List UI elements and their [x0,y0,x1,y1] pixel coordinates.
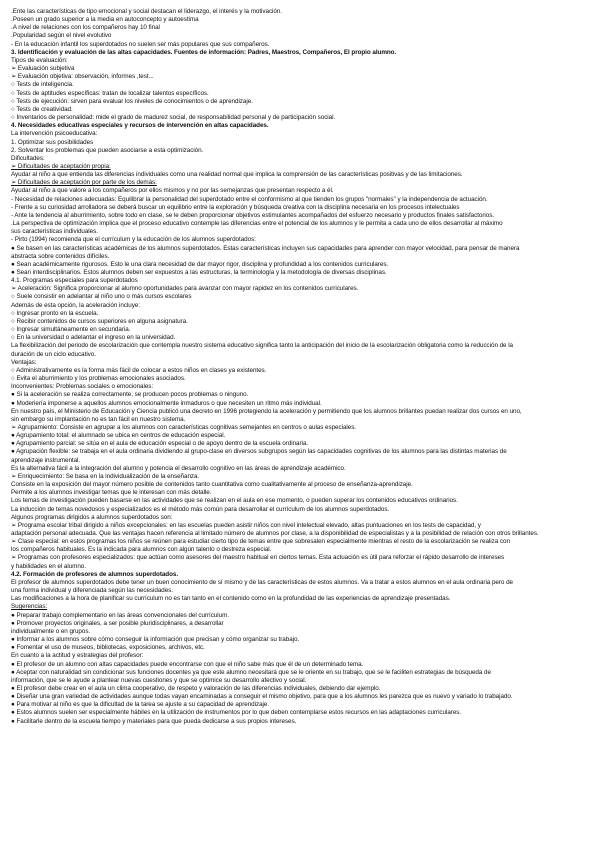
text-line: ● Para motivar al niño es que la dificultad de la tarea se ajuste a su capacidad de aprendizaje. [11,701,270,709]
text-line: ○ Ingresar pronto en la escuela. [11,309,99,317]
text-line: - Necesidad de relaciones adecuadas: Equilibrar la personalidad del superdotado entre el conformismo al que tienden los grupos "normales" y la independencia de actuación. [11,195,488,203]
text-line: ● Informar a los alumnos sobre cómo conseguir la información que precisan y cómo organizar su trabajo. [11,636,300,644]
text-line: individualmente o en grupos. [11,627,91,635]
text-line: .Popularidad según el nivel evolutivo [11,32,112,40]
text-line: adaptación personal adecuada. Que las ventajas hacen referencia al limitado número de alumnos por clase, a la disponibilidad de especialistas y a la posibilidad de relación con otros brillantes. [11,530,539,537]
text-line: sin embargo su implantación no es tan fácil en nuestro sistema. [11,415,186,423]
text-line: ○ Evita el aburrimiento y los problemas emocionales asociados. [11,375,186,383]
text-line: duración de un ciclo educativo. [11,350,96,358]
text-line: ● Fomentar el uso de museos, bibliotecas, exposiciones, archivos, etc. [11,644,205,652]
text-line: 4.2. Formación de profesores de alumnos superdotados. [11,570,179,578]
text-line: Algunos programas dirigidos a alumnos superdotados son: [11,513,173,521]
text-line: Las modificaciones a la hora de planificar su currículum no es tan tanto en el contenido como en la profundidad de las experiencias de aprendizaje presentadas. [11,595,451,603]
text-line: ○ En la universidad o adelantar el ingreso en la universidad. [11,334,176,342]
text-line: El profesor de alumnos superdotados debe tener un buen conocimiento de sí mismo y de las características de estos alumnos. Va a tratar a estos alumnos en el aula ordinaria pero de [11,578,513,586]
text-line: ● Agrupamiento parcial: se sitúa en el aula de educación especial o de apoyo dentro de la escuela ordinaria. [11,440,309,448]
text-line: ➢ Programa escolar tribal dirigido a niños excepcionales: en las escuelas pueden asistir niños con nivel intelectual elevado, altas puntuaciones en los tests de capacidad, y [11,521,481,529]
text-line: ● Moderiería imponerse a aquellos alumnos emocionalmente inmaduros o que necesiten un ritmo más individual. [11,399,322,407]
text-line: información, que se le ayude a plantear nuevas cuestiones y que se optimice su desarrollo afectivo y social. [11,676,307,684]
text-line: ● Preparar trabajo complementario en las áreas convencionales del currículum. [11,611,230,619]
text-line: ● Estos alumnos suelen ser especialmente hábiles en la utilización de instrumentos por lo que deben contemplarse estos recursos en las adaptaciones curriculares. [11,709,462,717]
text-line: ○ Tests de creatividad. [11,105,73,113]
text-line: 4. Necesidades educativas especiales y recursos de intervención en altas capacidades. [11,122,269,130]
text-line: Tipos de evaluación: [11,56,68,64]
text-line: .La perspectiva de optimización implica que el proceso educativo contemple las diferencias entre el potencial de los alumnos y le permita a cada uno de ellos desarrollar al máximo [11,220,503,228]
text-line: ➢ Evaluación subjetiva [11,65,75,73]
text-line: ● Si la aceleración se realiza correctamente, se producen pocos problemas o ninguno. [11,391,249,399]
text-line: - En la educación infantil los superdotados no suelen ser más populares que sus compañeros. [11,40,270,48]
text-line: Es la alternativa fácil a la integración del alumno y potencia el desarrollo cognitivo en las áreas de aprendizaje académico. [11,464,346,472]
text-line: - Pirto (1994) recomienda que el currículum y la educación de los alumnos superdotados: [11,236,256,244]
text-line: ➢ Clase especial: en estos programas los niños se reúnen para estudiar cierto tipo de temas entre que sobresalen especialmente mientras el resto de la escolarización se realiza con [11,538,510,546]
text-line: ● Aceptar con naturalidad sin condicionar sus funciones docentes ya que este alumno necesitará que se le oriente en su trabajo, que se le faciliten estrategias de búsqueda de [11,668,491,676]
text-line: ● El profesor de un alumno con altas capacidades puede encontrarse con que el niño sabe más que él de un determinado tema. [11,660,364,668]
text-line: .Ente las características de tipo emocional y social destacan el liderazgo, el interés y la motivación. [11,8,283,15]
text-line: Dificultades: [11,154,45,162]
text-line: 1. Optimizar sus posibilidades [11,138,94,146]
text-line: sus características individuales. [11,228,98,236]
text-line: abstracta sobre contenidos difíciles. [11,252,110,260]
text-line: ○ Suele consistir en adelantar al niño uno o más cursos escolares [11,293,192,301]
text-line: La flexibilización del periodo de escolarización que contempla nuestro sistema educativo significa tanto la anticipación del inicio de la escolarización obligatoria como la reducción de la [11,342,513,350]
text-line: ○ Ingresar simultáneamente en secundaria. [11,326,131,334]
text-line: ➢ Enriquecimiento: Se basa en la individualización de la enseñanza. [11,472,200,480]
text-line: Ventajas: [11,358,37,366]
text-line: aprendizaje instrumental. [11,456,81,464]
text-line: ● El profesor debe crear en el aula un clima cooperativo, de respeto y valoración de las diferencias individuales, debiendo dar ejemplo. [11,684,381,692]
text-line: ● Sean académicamente rigurosos. Esto le una clara necesidad de dar mayor rigor, disciplina y profundidad a los contenidos curriculares. [11,260,389,268]
text-line: Los temas de investigación pueden basarse en las actividades que se realizan en el aula en ese momento, o pueden superar los contenidos educativos ordinarios. [11,497,458,505]
text-line: - Ante la tendencia al aburrimiento, sobre todo en clase, se le deben proporcionar objetivos estimulantes acompañados del esfuerzo necesario y productos finales satisfactorios. [11,211,494,219]
text-line: 4.1. Programas especiales para superdotados [11,277,138,285]
text-line: .Poseen un grado superior a la media en autoconcepto y autoestima [11,16,199,24]
text-line: 2. Solventar los problemas que pueden asociarse a esta optimización. [11,146,204,154]
text-line: ➢ Dificultades de aceptación por parte de los demás: [11,179,157,187]
text-line: 3. Identificación y evaluación de las altas capacidades. Fuentes de información: Padres, Maestros, Compañeros, El propio alumno. [11,48,397,56]
text-line: ● Agrupación flexible: se trabaja en el aula ordinaria dividiendo al grupo-clase en diversos subgrupos según las capacidades cognitivas de los alumnos para las distintas materias de [11,448,507,456]
text-line: Además de esta opción, la aceleración incluye: [11,301,140,309]
text-line: ○ Tests de ejecución: sirven para evaluar los niveles de conocimientos o de aprendizaje. [11,97,253,105]
text-line: ○ Inventarios de personalidad: mide el grado de madurez social, de responsabilidad personal y de participación social. [11,114,336,122]
text-line: La inducción de temas novedosos y especializados es el método más común para desarrollar el currículum de los alumnos superdotados. [11,505,390,513]
text-line: ● Agrupamiento total: el alumnado se ubica en centros de educación especial. [11,432,226,440]
text-line: ➢ Evaluación objetiva: observación, informes ,test... [11,73,154,81]
text-line: ➢ Programas con profesores especializados: que actúan como asesores del maestro habitual en ciertos temas. Esta actuación es útil para reforzar el rápido desarrollo de intereses [11,554,505,562]
text-line: los compañeros habituales. Es la indicada para alumnos con algún talento o destreza especial. [11,546,272,554]
text-line: La intervención psicoeducativa: [11,130,98,138]
text-line: ● Diseñar una gran variedad de actividades aunque todas vayan encaminadas a conseguir el mismo objetivo, para que a los alumnos les parezca que es nuevo y variado lo trabajado. [11,693,513,701]
text-line: ○ Tests de aptitudes específicas: tratan de localizar talentos específicos. [11,89,209,97]
text-line: y habilidades en el alumno. [11,562,86,570]
text-line: - Frente a su curiosidad arrolladora se deberá buscar un equilibrio entre la exploración y búsqueda creativa con la disciplina necesaria en los procesos intelectuales [11,203,460,211]
text-line: Ayudar al niño a que entienda las diferencias individuales como una realidad normal que implica la comprensión de las características positivas y de las limitaciones. [11,171,463,179]
text-line: ● Facilitarle dentro de la escuela tiempo y materiales para que pueda dedicarse a sus propios intereses. [11,717,297,725]
text-line: Sugerencias: [11,603,48,611]
text-line: una forma individual y diferenciada según las necesidades. [11,587,173,595]
text-line: ➢ Aceleración: Significa proporcionar al alumno oportunidades para avanzar con mayor rapidez en los contenidos curriculares. [11,285,359,293]
text-line: Consiste en la exposición del mayor número posible de contenidos tanto cuantitativa como cualitativamente al proceso de enseñanza-aprendizaje. [11,481,413,489]
text-line: .A nivel de relaciones con los compañeros hay 10 final [11,24,160,32]
text-line: En nuestro país, el Ministerio de Educación y Ciencia publicó una decreto en 1996 protegiendo la aceleración y permitiendo que los alumnos brillantes puedan realizar dos cursos en uno, [11,407,522,415]
text-line: Inconvenientes: Problemas sociales o emocionales: [11,383,154,391]
text-line: ● Promover proyectos originales, a ser posible pluridisciplinares, a desarrollar [11,619,224,627]
text-line: ➢ Dificultades de aceptación propia: [11,162,111,170]
text-line: ○ Tests de inteligencia. [11,81,74,89]
text-line: Ayudar al niño a que valore a los compañeros por ellos mismos y no por las semejanzas que presentan respecto a él. [11,187,334,195]
text-line: ○ Recibir contenidos de cursos superiores en alguna asignatura. [11,317,188,325]
text-line: Permite a los alumnos investigar temas que le interesan con más detalle. [11,489,212,497]
text-line: ● Se basen en las características académicas de los alumnos superdotados. Estas características incluyen sus capacidades para aprender con mayor velocidad, para pensar de manera [11,244,520,252]
text-line: ● Sean interdisciplinarios. Estos alumnos deben ser expuestos a las estructuras, la terminología y la metodología de diversas disciplinas. [11,269,387,276]
text-line: En cuanto a la actitud y estrategias del profesor: [11,652,144,660]
text-line: ○ Administrativamente es la forma más fácil de colocar a estos niños en clases ya existentes. [11,366,267,374]
text-line: ➢ Agrupamiento: Consiste en agrupar a los alumnos con características cognitivas semejantes en centros o aulas especiales. [11,423,356,431]
